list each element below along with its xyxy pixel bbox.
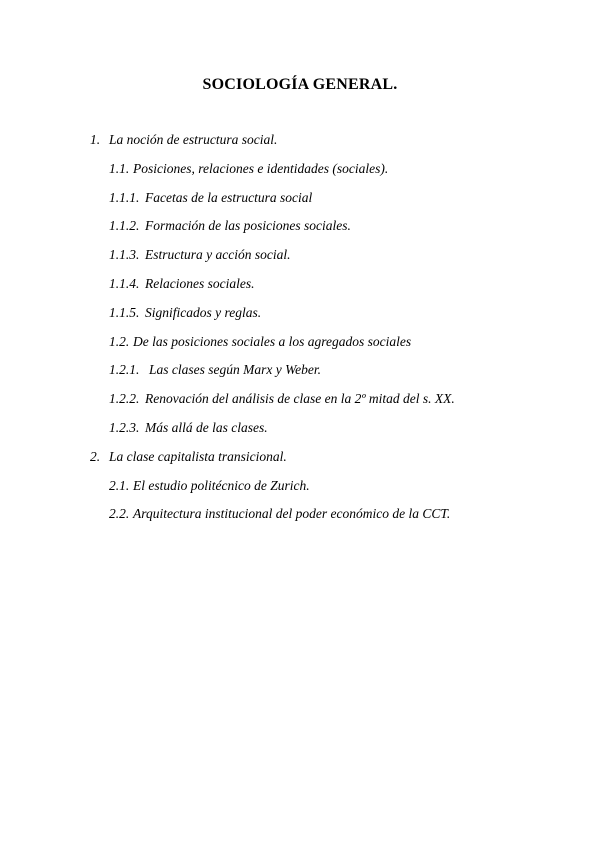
toc-item-number: 1.1.4.: [109, 275, 140, 291]
toc-item-number: 2.: [90, 448, 101, 464]
toc-item-number: 1.2.3.: [109, 419, 140, 435]
toc-item-text: Renovación del análisis de clase en la 2º mitad del s. XX.: [145, 391, 455, 407]
toc-item: [0, 274, 600, 303]
toc-item-number: 1.2.2.: [109, 391, 140, 407]
toc-item-number: 1.2.1.: [109, 362, 140, 378]
toc-item-number: 1.: [90, 132, 101, 147]
toc-item: [0, 332, 600, 361]
toc-item: [0, 447, 600, 476]
toc-item-number: 1.1.2.: [109, 218, 140, 234]
toc-item: [0, 504, 600, 533]
toc-item-text: Estructura y acción social.: [145, 247, 291, 263]
toc-item-text: La clase capitalista transicional.: [109, 448, 287, 464]
toc-item-text: Formación de las posiciones sociales.: [145, 218, 351, 234]
toc-item-number: 1.1.1.: [109, 189, 140, 205]
toc-item: [0, 188, 600, 217]
toc-item-text: Arquitectura institucional del poder económico de la CCT.: [133, 506, 451, 522]
toc-item-text: Facetas de la estructura social: [145, 189, 313, 205]
toc-item: [0, 216, 600, 245]
toc-item-number: 1.1.5.: [109, 304, 140, 320]
toc-item: [0, 245, 600, 274]
toc-item: [0, 476, 600, 505]
toc-item-number: 2.1.: [109, 477, 130, 493]
toc-item-number: 2.2.: [109, 506, 130, 522]
toc-item: [0, 389, 600, 418]
toc-item-number: 1.1.: [109, 160, 130, 176]
toc-item: [0, 303, 600, 332]
toc-item-text: La noción de estructura social.: [109, 132, 278, 147]
toc-item-text: De las posiciones sociales a los agregados sociales: [133, 333, 412, 349]
toc-item-text: Las clases según Marx y Weber.: [149, 362, 321, 378]
toc-item-text: Posiciones, relaciones e identidades (sociales).: [133, 160, 389, 176]
toc-item: [0, 159, 600, 188]
table-of-contents: [0, 130, 600, 533]
toc-item-text: Más allá de las clases.: [145, 419, 268, 435]
toc-item: [0, 130, 600, 159]
document-title: SOCIOLOGÍA GENERAL.: [202, 76, 398, 93]
toc-item-number: 1.1.3.: [109, 247, 140, 263]
toc-item-text: Significados y reglas.: [145, 304, 262, 320]
toc-item-text: El estudio politécnico de Zurich.: [133, 477, 310, 493]
toc-item: [0, 418, 600, 447]
toc-item-number: 1.2.: [109, 333, 130, 349]
toc-item-text: Relaciones sociales.: [145, 275, 255, 291]
toc-item: [0, 360, 600, 389]
